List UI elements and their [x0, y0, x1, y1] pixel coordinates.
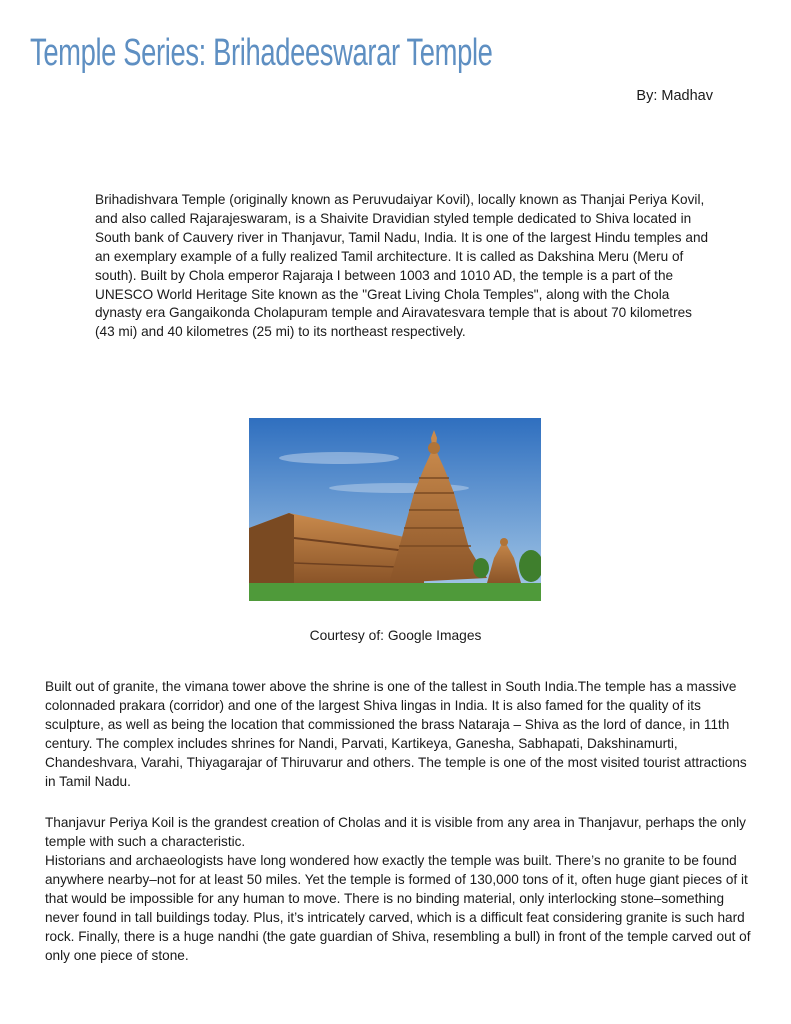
body-paragraph-2: Thanjavur Periya Koil is the grandest creation of Cholas and it is visible from any area in Thanjavur, perhaps the only temple with such a characteristic. [45, 815, 746, 849]
body-paragraph-1: Built out of granite, the vimana tower above the shrine is one of the tallest in South India.The temple has a massive colonnaded prakara (corridor) and one of the largest Shiva lingas in India. It is also famed for the quality of its sculpture, as well as being the location that commissioned the brass Nataraja – Shiva as the lord of dance, in 11th century. The complex includes shrines for Nandi, Parvati, Kartikeya, Ganesha, Sabhapati, Dakshinamurti, Chandeshvara, Varahi, Thiyagarajar of Thiruvarur and others. The temple is one of the most visited tourist attractions in Tamil Nadu. [45, 679, 747, 789]
intro-paragraph: Brihadishvara Temple (originally known as Peruvudaiyar Kovil), locally known as Thanjai Periya Kovil, and also called Rajarajeswaram, is a Shaivite Dravidian styled temple dedicated to Shiva located in South bank of Cauvery river in Thanjavur, Tamil Nadu, India. It is one of the largest Hindu temples and an exemplary example of a fully realized Tamil architecture. It is called as Dakshina Meru (Meru of south). Built by Chola emperor Rajaraja I between 1003 and 1010 AD, the temple is a part of the UNESCO World Heritage Site known as the "Great Living Chola Temples", along with the Chola dynasty era Gangaikonda Cholapuram temple and Airavatesvara temple that is about 70 kilometres (43 mi) and 40 kilometres (25 mi) to its northeast respectively. [95, 192, 709, 340]
image-caption: Courtesy of: Google Images [309, 628, 482, 643]
document-title: Temple Series: Brihadeeswarar Temple [30, 32, 493, 74]
author-byline: By: Madhav [636, 88, 713, 104]
body-paragraph-3: Historians and archaeologists have long wondered how exactly the temple was built. There’s no granite to be found anywhere nearby–not for at least 50 miles. Yet the temple is formed of 130,000 tons of it, often huge giant pieces of it that would be impossible for any human to move. There is no binding material, only interlocking stone–something never found in tall buildings today. Plus, it’s intricately carved, which is a difficult feat considering granite is such hard rock. Finally, there is a huge nandhi (the gate guardian of Shiva, resembling a bull) in front of the temple carved out of only one piece of stone. [45, 853, 751, 963]
temple-photo [249, 418, 541, 601]
